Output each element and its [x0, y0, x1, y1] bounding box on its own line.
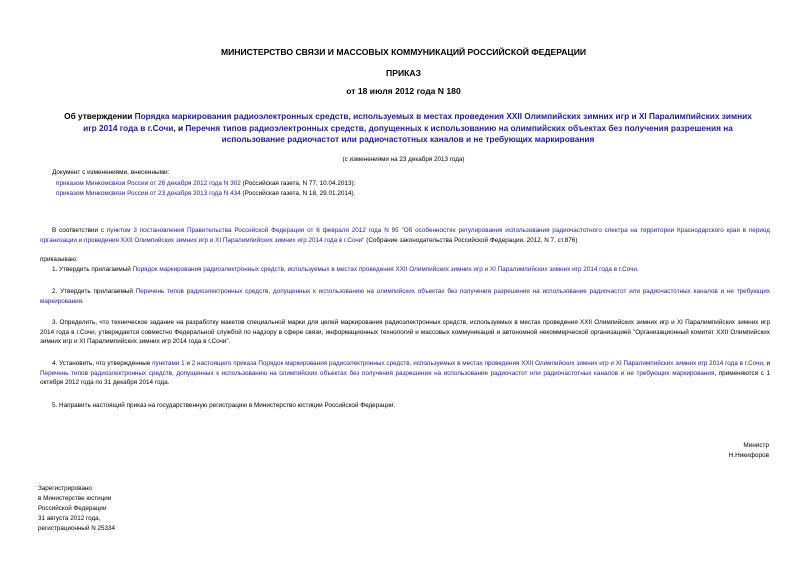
title-middle: , и — [173, 122, 186, 133]
title-link-procedure[interactable]: Порядка маркирования радиоэлектронных средств, используемых в местах проведения XXII Олимпийских зимних игр и XI Паралимпийских зимних игр 2014 года в г.Сочи — [83, 111, 752, 133]
signature-block — [729, 441, 769, 461]
item-5 — [40, 401, 770, 411]
item-4-link-point-1[interactable]: пунктами 1 — [152, 360, 185, 367]
document-date-number: от 18 июля 2012 года N 180 — [346, 86, 461, 96]
amendment-note: (с изменениями на 23 декабря 2013 года) — [342, 156, 465, 163]
registration-block — [38, 484, 115, 534]
item-4-and-2: , и — [762, 360, 770, 367]
title-prefix: Об утверждении — [64, 111, 135, 121]
item-4-link-list[interactable]: Перечень типов радиоэлектронных средств, допущенных к использованию на олимпийских объектах без получения разрешения на использование радиочастот или радиочастотных каналов и не требующих маркирования — [40, 369, 715, 377]
item-1 — [40, 265, 770, 275]
item-1-end: . — [636, 266, 639, 273]
signature-name: Н.Никифоров — [728, 452, 769, 459]
change-source: (Российская газета, N 77, 10.04.2013); — [240, 179, 356, 187]
item-4-end: , применяются с 1 октября 2012 года по 31 декабря 2014 года. — [40, 369, 770, 387]
change-link-302[interactable]: приказом Минкомсвязи России от 26 декабря 2012 года N 302 — [56, 179, 241, 187]
item-2-text: 2. Утвердить прилагаемый — [52, 288, 136, 295]
document-changes — [52, 168, 355, 200]
change-item — [52, 189, 355, 200]
change-link-434[interactable]: приказом Минкомсвязи России от 23 декабря 2013 года N 434 — [56, 190, 241, 198]
document-type: ПРИКАЗ — [386, 68, 421, 78]
document-title — [58, 111, 758, 146]
registration-line: в Министерстве юстиции — [38, 495, 112, 502]
registration-line: 31 августа 2012 года, — [38, 515, 101, 522]
item-4-text: 4. Установить, что утвержденные — [52, 360, 153, 367]
intro-text: В соответствии с — [52, 227, 107, 234]
item-3-text: 3. Определить, что техническое задание на разработку макетов специальной марки для целей маркирования радиоэлектронных средств, используемых в местах проведения XXII Олимпийских зимних игр и XI Паралимпийских зимних игр 2014 года в г.Сочи, утверждается совместно Федеральной службой по надзору в сфере связи, информационных технологий и массовых коммуникаций и автономной некоммерческой организацией "Организационный комитет XXII Олимпийских зимних игр и XI Паралимпийских зимних игр 2014 года в г.Сочи". — [40, 319, 770, 346]
item-1-text: 1. Утвердить прилагаемый — [52, 266, 133, 273]
item-2-end: . — [82, 297, 84, 305]
registration-line: Российской Федерации — [38, 505, 107, 512]
intro-source: (Собрание законодательства Российской Федерации, 2012, N 7, ст.876) — [364, 236, 578, 244]
item-4-and: и — [184, 360, 192, 367]
item-1-link-procedure[interactable]: Порядок маркирования радиоэлектронных средств, используемых в местах проведения XXII Олимпийских зимних игр и XI Паралимпийских зимних игр 2014 года в г.Сочи — [132, 266, 637, 273]
ministry-heading: МИНИСТЕРСТВО СВЯЗИ И МАССОВЫХ КОММУНИКАЦИЙ РОССИЙСКОЙ ФЕДЕРАЦИИ — [220, 47, 587, 57]
item-4-link-procedure[interactable]: Порядок маркирования радиоэлектронных средств, используемых в местах проведения XXII Олимпийских зимних игр и XI Паралимпийских зимних игр 2014 года в г.Сочи — [258, 360, 763, 367]
intro-paragraph — [40, 226, 770, 245]
registration-line: регистрационный N 25334 — [38, 525, 116, 532]
registration-line: Зарегистрировано — [38, 485, 92, 492]
item-4-link-point-2[interactable]: 2 настоящего приказа — [191, 360, 257, 367]
item-5-text: 5. Направить настоящий приказ на государственную регистрацию в Министерство юстиции Российской Федерации. — [52, 402, 396, 409]
title-link-list[interactable]: Перечня типов радиоэлектронных средств, допущенных к использованию на олимпийских объектах без получения разрешения на использование радиочастот или радиочастотных каналов и не требующих маркирования — [185, 122, 733, 144]
item-3 — [40, 318, 770, 347]
change-source: (Российская газета, N 18, 29.01.2014). — [240, 190, 356, 198]
change-item — [52, 179, 355, 190]
document-changes-heading: Документ с изменениями, внесенными: — [52, 169, 170, 176]
signature-position: Министр — [743, 442, 769, 449]
order-word: приказываю: — [40, 256, 78, 263]
item-4 — [40, 359, 770, 388]
item-2-link-list[interactable]: Перечень типов радиоэлектронных средств, допущенных к использованию на олимпийских объектах без получения разрешения на использование радиочастот или радиочастотных каналов и не требующих маркирования — [40, 288, 770, 305]
item-2 — [40, 287, 770, 306]
intro-link-decree[interactable]: пунктом 3 постановления Правительства Российской Федерации от 6 февраля 2012 года N 95 "Об особенностях регулирования использования радиочастотного спектра на территории Краснодарского края в период организации и проведения XXII Олимпийских зимних игр и XI Паралимпийских зимних игр 2014 года в г.Сочи" — [40, 227, 770, 244]
